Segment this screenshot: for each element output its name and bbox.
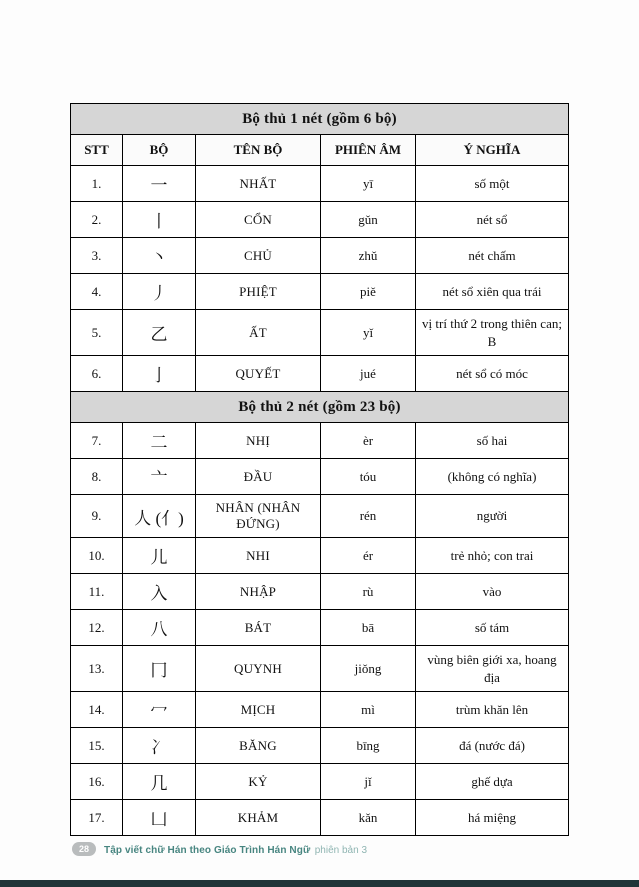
ten-bo-cell: NHI xyxy=(196,538,321,574)
radical-cell: 亠 xyxy=(123,459,196,495)
table-row xyxy=(71,692,569,728)
phien-am-cell: yī xyxy=(321,166,416,202)
ten-bo-cell: BĂNG xyxy=(196,728,321,764)
column-header: PHIÊN ÂM xyxy=(321,135,416,166)
table-row xyxy=(71,574,569,610)
y-nghia-cell: nét sổ xiên qua trái xyxy=(416,274,569,310)
y-nghia-cell: vào xyxy=(416,574,569,610)
table-row xyxy=(71,274,569,310)
ten-bo-cell: ĐẦU xyxy=(196,459,321,495)
stt-cell: 4. xyxy=(71,274,123,310)
ten-bo-cell: NHỊ xyxy=(196,423,321,459)
y-nghia-cell: số tám xyxy=(416,610,569,646)
radical-cell: 丨 xyxy=(123,202,196,238)
stt-cell: 3. xyxy=(71,238,123,274)
table-row xyxy=(71,166,569,202)
phien-am-cell: yǐ xyxy=(321,310,416,356)
radical-cell: 冖 xyxy=(123,692,196,728)
ten-bo-cell: QUYNH xyxy=(196,646,321,692)
table-row xyxy=(71,728,569,764)
radical-cell: 人 (亻) xyxy=(123,495,196,538)
column-header: BỘ xyxy=(123,135,196,166)
stt-cell: 2. xyxy=(71,202,123,238)
stt-cell: 8. xyxy=(71,459,123,495)
ten-bo-cell: QUYẾT xyxy=(196,356,321,392)
radical-cell: 儿 xyxy=(123,538,196,574)
radical-cell: 冫 xyxy=(123,728,196,764)
table-row xyxy=(71,610,569,646)
y-nghia-cell: há miệng xyxy=(416,800,569,836)
table-row xyxy=(71,646,569,692)
table-row xyxy=(71,423,569,459)
radical-table-body xyxy=(71,104,569,836)
bottom-edge-bar xyxy=(0,880,639,887)
ten-bo-cell: KHẢM xyxy=(196,800,321,836)
table-row xyxy=(71,238,569,274)
stt-cell: 16. xyxy=(71,764,123,800)
phien-am-cell: ér xyxy=(321,538,416,574)
radical-cell: 凵 xyxy=(123,800,196,836)
stt-cell: 17. xyxy=(71,800,123,836)
table-row xyxy=(71,495,569,538)
radical-cell: 二 xyxy=(123,423,196,459)
section-header-row xyxy=(71,104,569,135)
table-row xyxy=(71,800,569,836)
radical-cell: 丶 xyxy=(123,238,196,274)
stt-cell: 5. xyxy=(71,310,123,356)
radical-cell: 几 xyxy=(123,764,196,800)
ten-bo-cell: NHẬP xyxy=(196,574,321,610)
column-header: TÊN BỘ xyxy=(196,135,321,166)
phien-am-cell: rù xyxy=(321,574,416,610)
y-nghia-cell: số hai xyxy=(416,423,569,459)
section-header: Bộ thủ 2 nét (gồm 23 bộ) xyxy=(71,392,569,423)
ten-bo-cell: NHẤT xyxy=(196,166,321,202)
radical-cell: 冂 xyxy=(123,646,196,692)
phien-am-cell: tóu xyxy=(321,459,416,495)
table-row xyxy=(71,356,569,392)
phien-am-cell: bā xyxy=(321,610,416,646)
page-footer xyxy=(72,840,367,858)
phien-am-cell: jiǒng xyxy=(321,646,416,692)
y-nghia-cell: số một xyxy=(416,166,569,202)
phien-am-cell: jǐ xyxy=(321,764,416,800)
stt-cell: 14. xyxy=(71,692,123,728)
radical-table xyxy=(70,103,569,836)
ten-bo-cell: MỊCH xyxy=(196,692,321,728)
section-header-row xyxy=(71,392,569,423)
radical-cell: 丿 xyxy=(123,274,196,310)
radical-cell: 一 xyxy=(123,166,196,202)
ten-bo-cell: CHỦ xyxy=(196,238,321,274)
footer-title: Tập viết chữ Hán theo Giáo Trình Hán Ngữ xyxy=(104,845,311,856)
phien-am-cell: rén xyxy=(321,495,416,538)
table-row xyxy=(71,538,569,574)
radical-cell: 乙 xyxy=(123,310,196,356)
y-nghia-cell: trẻ nhỏ; con trai xyxy=(416,538,569,574)
column-header: Ý NGHĨA xyxy=(416,135,569,166)
stt-cell: 1. xyxy=(71,166,123,202)
stt-cell: 7. xyxy=(71,423,123,459)
phien-am-cell: èr xyxy=(321,423,416,459)
stt-cell: 11. xyxy=(71,574,123,610)
page-number-badge: 28 xyxy=(72,842,96,856)
table-row xyxy=(71,459,569,495)
phien-am-cell: kǎn xyxy=(321,800,416,836)
column-header-row xyxy=(71,135,569,166)
y-nghia-cell: nét sổ xyxy=(416,202,569,238)
phien-am-cell: piě xyxy=(321,274,416,310)
stt-cell: 13. xyxy=(71,646,123,692)
table-row xyxy=(71,202,569,238)
y-nghia-cell: trùm khăn lên xyxy=(416,692,569,728)
y-nghia-cell: nét chấm xyxy=(416,238,569,274)
ten-bo-cell: ẤT xyxy=(196,310,321,356)
ten-bo-cell: CỔN xyxy=(196,202,321,238)
stt-cell: 15. xyxy=(71,728,123,764)
stt-cell: 6. xyxy=(71,356,123,392)
y-nghia-cell: nét sổ có móc xyxy=(416,356,569,392)
section-header: Bộ thủ 1 nét (gồm 6 bộ) xyxy=(71,104,569,135)
table-row xyxy=(71,764,569,800)
y-nghia-cell: vị trí thứ 2 trong thiên can; B xyxy=(416,310,569,356)
phien-am-cell: bīng xyxy=(321,728,416,764)
y-nghia-cell: vùng biên giới xa, hoang địa xyxy=(416,646,569,692)
ten-bo-cell: KỶ xyxy=(196,764,321,800)
footer-title-suffix: phiên bản 3 xyxy=(314,845,368,856)
stt-cell: 10. xyxy=(71,538,123,574)
phien-am-cell: gǔn xyxy=(321,202,416,238)
stt-cell: 12. xyxy=(71,610,123,646)
y-nghia-cell: ghế dựa xyxy=(416,764,569,800)
y-nghia-cell: đá (nước đá) xyxy=(416,728,569,764)
radical-cell: 亅 xyxy=(123,356,196,392)
radical-cell: 入 xyxy=(123,574,196,610)
column-header: STT xyxy=(71,135,123,166)
phien-am-cell: jué xyxy=(321,356,416,392)
phien-am-cell: mì xyxy=(321,692,416,728)
radical-cell: 八 xyxy=(123,610,196,646)
ten-bo-cell: BÁT xyxy=(196,610,321,646)
phien-am-cell: zhǔ xyxy=(321,238,416,274)
y-nghia-cell: người xyxy=(416,495,569,538)
table-row xyxy=(71,310,569,356)
ten-bo-cell: PHIỆT xyxy=(196,274,321,310)
ten-bo-cell: NHÂN (NHÂN ĐỨNG) xyxy=(196,495,321,538)
stt-cell: 9. xyxy=(71,495,123,538)
y-nghia-cell: (không có nghĩa) xyxy=(416,459,569,495)
